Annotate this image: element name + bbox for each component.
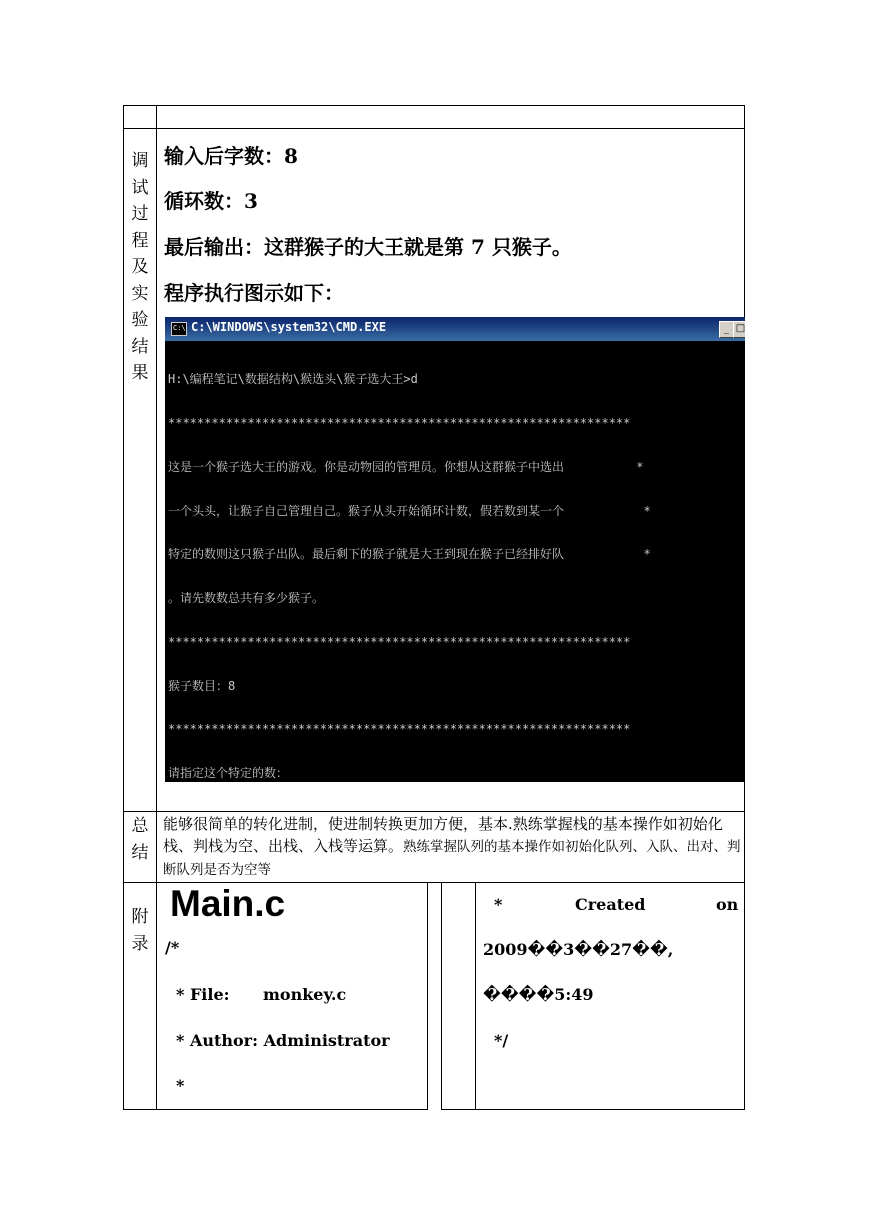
code-created-time: ����5:49 (483, 985, 594, 1004)
table-row-divider (123, 811, 745, 812)
label-char: 录 (131, 933, 149, 954)
result-screenshot-caption: 程序执行图示如下： (164, 281, 344, 305)
console-line: 请指定这个特定的数： (168, 766, 289, 781)
label-char: 验 (131, 310, 149, 330)
label-char: 及 (131, 257, 149, 277)
console-line: 特定的数则这只猴子出队。最后剩下的猴子就是大王到现在猴子已经排好队 * (168, 547, 651, 562)
console-line: **************************************************************** (168, 634, 631, 649)
label-char: 试 (131, 177, 149, 198)
table-border-top (123, 105, 745, 106)
code-comment-open: /* (165, 938, 180, 957)
appendix-divider (475, 882, 476, 1110)
appendix-divider (441, 882, 442, 1110)
summary-queue: 熟练掌握队列的基本操作如初始化队列、入队、出对、判断队列是否为空等 (163, 839, 741, 878)
code-created-on: on (716, 895, 739, 914)
label-char: 过 (131, 204, 149, 224)
label-char: 果 (131, 363, 149, 383)
console-line: 猴子数目：8 (168, 678, 236, 693)
console-line: 。请先数数总共有多少猴子。 (168, 591, 325, 606)
code-star-line: * (176, 1076, 185, 1095)
code-comment-close: */ (494, 1031, 509, 1050)
code-author-line: * Author: Administrator (176, 1031, 390, 1050)
console-line: 一个头头，让猴子自己管理自己。猴子从头开始循环计数，假若数到某一个 * (168, 503, 651, 518)
table-border-bottom (441, 1109, 745, 1110)
code-file-line: * File: monkey.c (176, 985, 347, 1004)
appendix-divider (427, 882, 428, 1110)
label-char: 实 (131, 283, 149, 304)
debug-section-label (123, 148, 157, 387)
summary-section-label (123, 813, 157, 866)
console-app-icon: C:\ (171, 322, 187, 336)
console-title-bar[interactable] (165, 317, 745, 341)
summary-text (163, 813, 743, 881)
appendix-heading: Main.c (170, 883, 286, 924)
console-line: H:\编程笔记\数据结构\猴选头\猴子选大王>d (168, 372, 418, 387)
code-created-star: * (494, 895, 503, 914)
result-char-count: 输入后字数：8 (164, 144, 298, 168)
console-line: **************************************************************** (168, 722, 631, 737)
label-char: 调 (131, 151, 149, 171)
code-created-date: 2009��3��27��, (483, 940, 674, 959)
label-char: 结 (131, 336, 149, 357)
code-created-word: Created (575, 895, 646, 914)
label-char: 结 (131, 842, 149, 863)
console-line: **************************************************************** (168, 415, 631, 430)
label-char: 程 (131, 230, 149, 251)
appendix-section-label (123, 904, 157, 957)
maximize-button[interactable]: □ (733, 321, 745, 338)
result-loop-count: 循环数：3 (164, 189, 258, 213)
label-char: 附 (131, 907, 149, 927)
summary-main: 能够很简单的转化进制，使进制转换更加方便，基本.熟练掌握栈的基本操作如初始化栈、判栈为空、出栈、入栈等运算。 (163, 815, 723, 855)
table-border-bottom (123, 1109, 428, 1110)
label-char: 总 (131, 816, 149, 836)
table-row-divider (123, 128, 745, 129)
result-final-output: 最后输出：这群猴子的大王就是第 7 只猴子。 (164, 235, 572, 259)
console-output (168, 343, 745, 782)
console-window (165, 317, 745, 782)
console-line: 这是一个猴子选大王的游戏。你是动物园的管理员。你想从这群猴子中选出 * (168, 459, 644, 474)
minimize-button[interactable]: _ (719, 321, 734, 338)
console-title: C:\WINDOWS\system32\CMD.EXE (191, 320, 387, 334)
